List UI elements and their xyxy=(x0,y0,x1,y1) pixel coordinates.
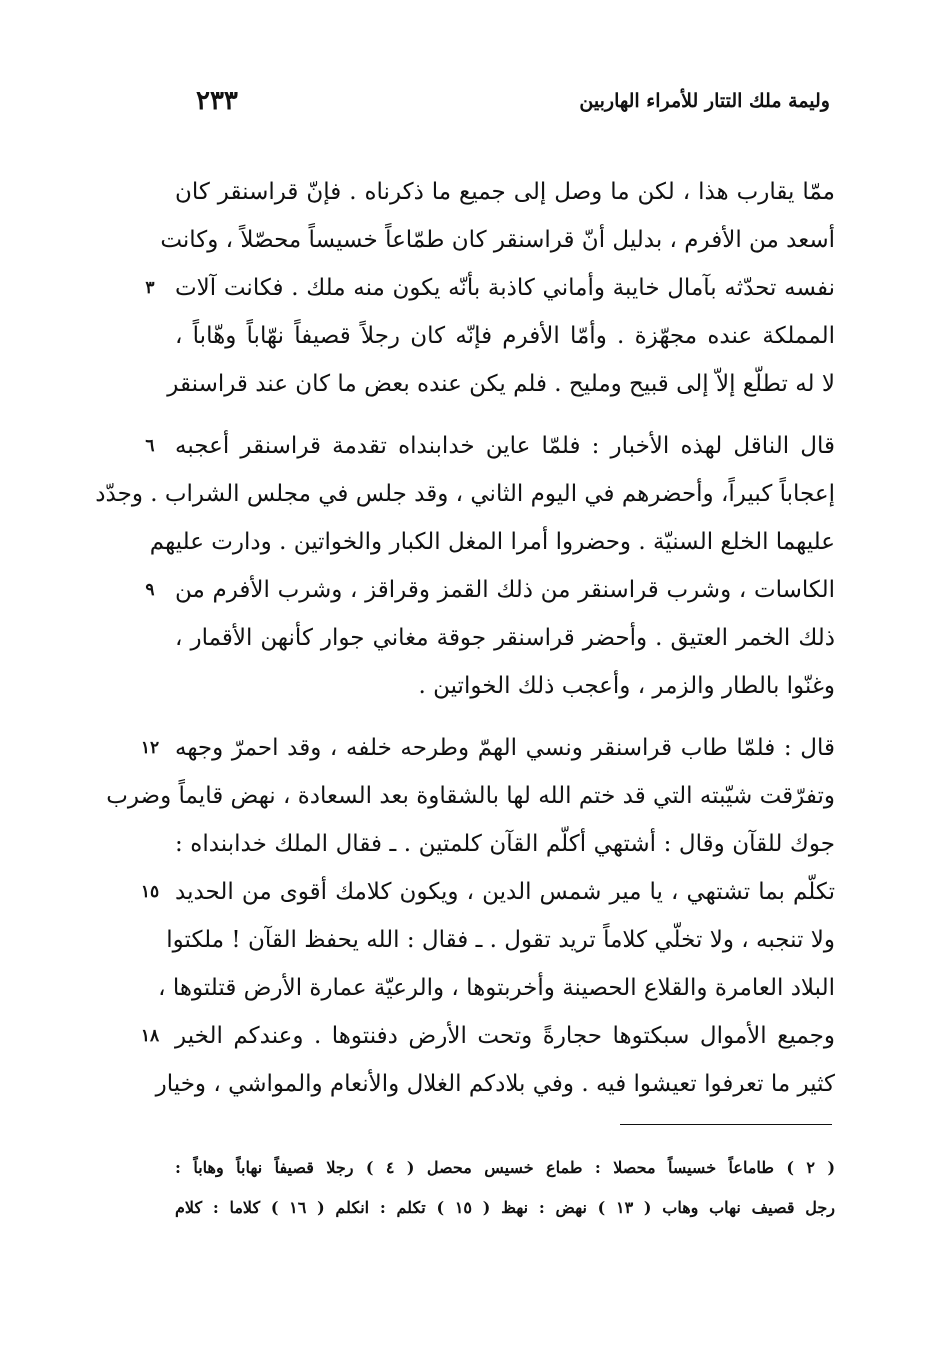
footnote-line: ( ٢ ) طاماعاً خسيساً محصلا : طماع خسيس محصل ( ٤ ) رجلا قصيفاً نهاباً وهاباً : xyxy=(175,1158,836,1177)
text-line: ذلك الخمر العتيق . وأحضر قراسنقر جوقة مغاني جوار كأنهن الأقمار ، xyxy=(175,625,835,651)
text-line: أسعد من الأفرم ، بدليل أنّ قراسنقر كان طمّاعاً خسيساً محصّلاً ، وكانت xyxy=(160,227,835,253)
paragraph xyxy=(145,168,835,408)
text-line: نفسه تحدّثه بآمال خايبة وأماني كاذبة بأنّه يكون منه ملك . فكانت آلات ٣ xyxy=(175,264,835,312)
line-number: ١٥ xyxy=(140,882,160,902)
footnotes xyxy=(175,1148,835,1228)
running-header xyxy=(180,86,830,126)
running-title: وليمة ملك التتار للأمراء الهاربين xyxy=(579,90,830,112)
text-line: وجميع الأموال سبكتوها حجارةً وتحت الأرض دفنتوها . وعندكم الخير ١٨ xyxy=(175,1012,835,1060)
text-line: قال الناقل لهذه الأخبار : فلمّا عاين خدابنداه تقدمة قراسنقر أعجبه ٦ xyxy=(175,422,835,470)
text-line: قال : فلمّا طاب قراسنقر ونسي الهمّ وطرحه خلفه ، وقد احمرّ وجهه ١٢ xyxy=(175,724,835,772)
paragraph-gap xyxy=(175,408,835,422)
paragraph-gap xyxy=(175,710,835,724)
paragraph xyxy=(95,422,835,710)
line-number: ١٨ xyxy=(140,1026,160,1046)
line-number: ٣ xyxy=(145,278,155,298)
text-line: لا له تطلّع إلاّ إلى قبيح ومليح . فلم يكن عنده بعض ما كان عند قراسنقر xyxy=(167,371,835,397)
text-line: إعجاباً كبيراً، وأحضرهم في اليوم الثاني ، وقد جلس في مجلس الشراب . وجدّد xyxy=(95,481,835,507)
line-number: ٦ xyxy=(145,436,155,456)
text-line: وغنّوا بالطار والزمر ، وأعجب ذلك الخواتين . xyxy=(418,673,835,699)
line-number: ٩ xyxy=(145,580,155,600)
body-text xyxy=(95,168,835,1108)
paragraph xyxy=(106,724,835,1108)
text-line: البلاد العامرة والقلاع الحصينة وأخربتوها ، والرعيّة عمارة الأرض قتلتوها ، xyxy=(158,975,835,1001)
text-line: وتفرّقت شيّبته التي قد ختم الله لها بالشقاوة بعد السعادة ، نهض قايماً وضرب xyxy=(106,783,835,809)
text-line: عليهما الخلع السنيّة . وحضروا أمرا المغل الكبار والخواتين . ودارت عليهم xyxy=(149,529,835,555)
text-line: ممّا يقارب هذا ، لكن ما وصل إلى جميع ما ذكرناه . فإنّ قراسنقر كان xyxy=(175,179,835,205)
text-line: جوك للقآن وقال : أشتهي أكلّم القآن كلمتين . ـ فقال الملك خدابنداه : xyxy=(175,831,835,857)
footnote-rule xyxy=(620,1124,832,1125)
line-number: ١٢ xyxy=(140,738,160,758)
text-line: تكلّم بما تشتهي ، يا مير شمس الدين ، ويكون كلامك أقوى من الحديد ١٥ xyxy=(175,868,835,916)
footnote-line: رجل قصيف نهاب وهاب ( ١٣ ) نهض : نهظ ( ١٥ ) تكلم : انكلم ( ١٦ ) كلاما : كلام xyxy=(175,1198,836,1217)
page-number: ٢٣٣ xyxy=(196,86,238,116)
text-line: كثير ما تعرفوا تعيشوا فيه . وفي بلادكم الغلال والأنعام والمواشي ، وخيار xyxy=(155,1071,835,1097)
text-line: الكاسات ، وشرب قراسنقر من ذلك القمز وقراقز ، وشرب الأفرم من ٩ xyxy=(175,566,835,614)
text-line: المملكة عنده مجهّزة . وأمّا الأفرم فإنّه كان رجلاً قصيفاً نهّاباً وهّاباً ، xyxy=(175,323,835,349)
text-line: ولا تنجبه ، ولا تخلّي كلاماً تريد تقول . ـ فقال : الله يحفظ القآن ! ملكتوا xyxy=(166,927,835,953)
